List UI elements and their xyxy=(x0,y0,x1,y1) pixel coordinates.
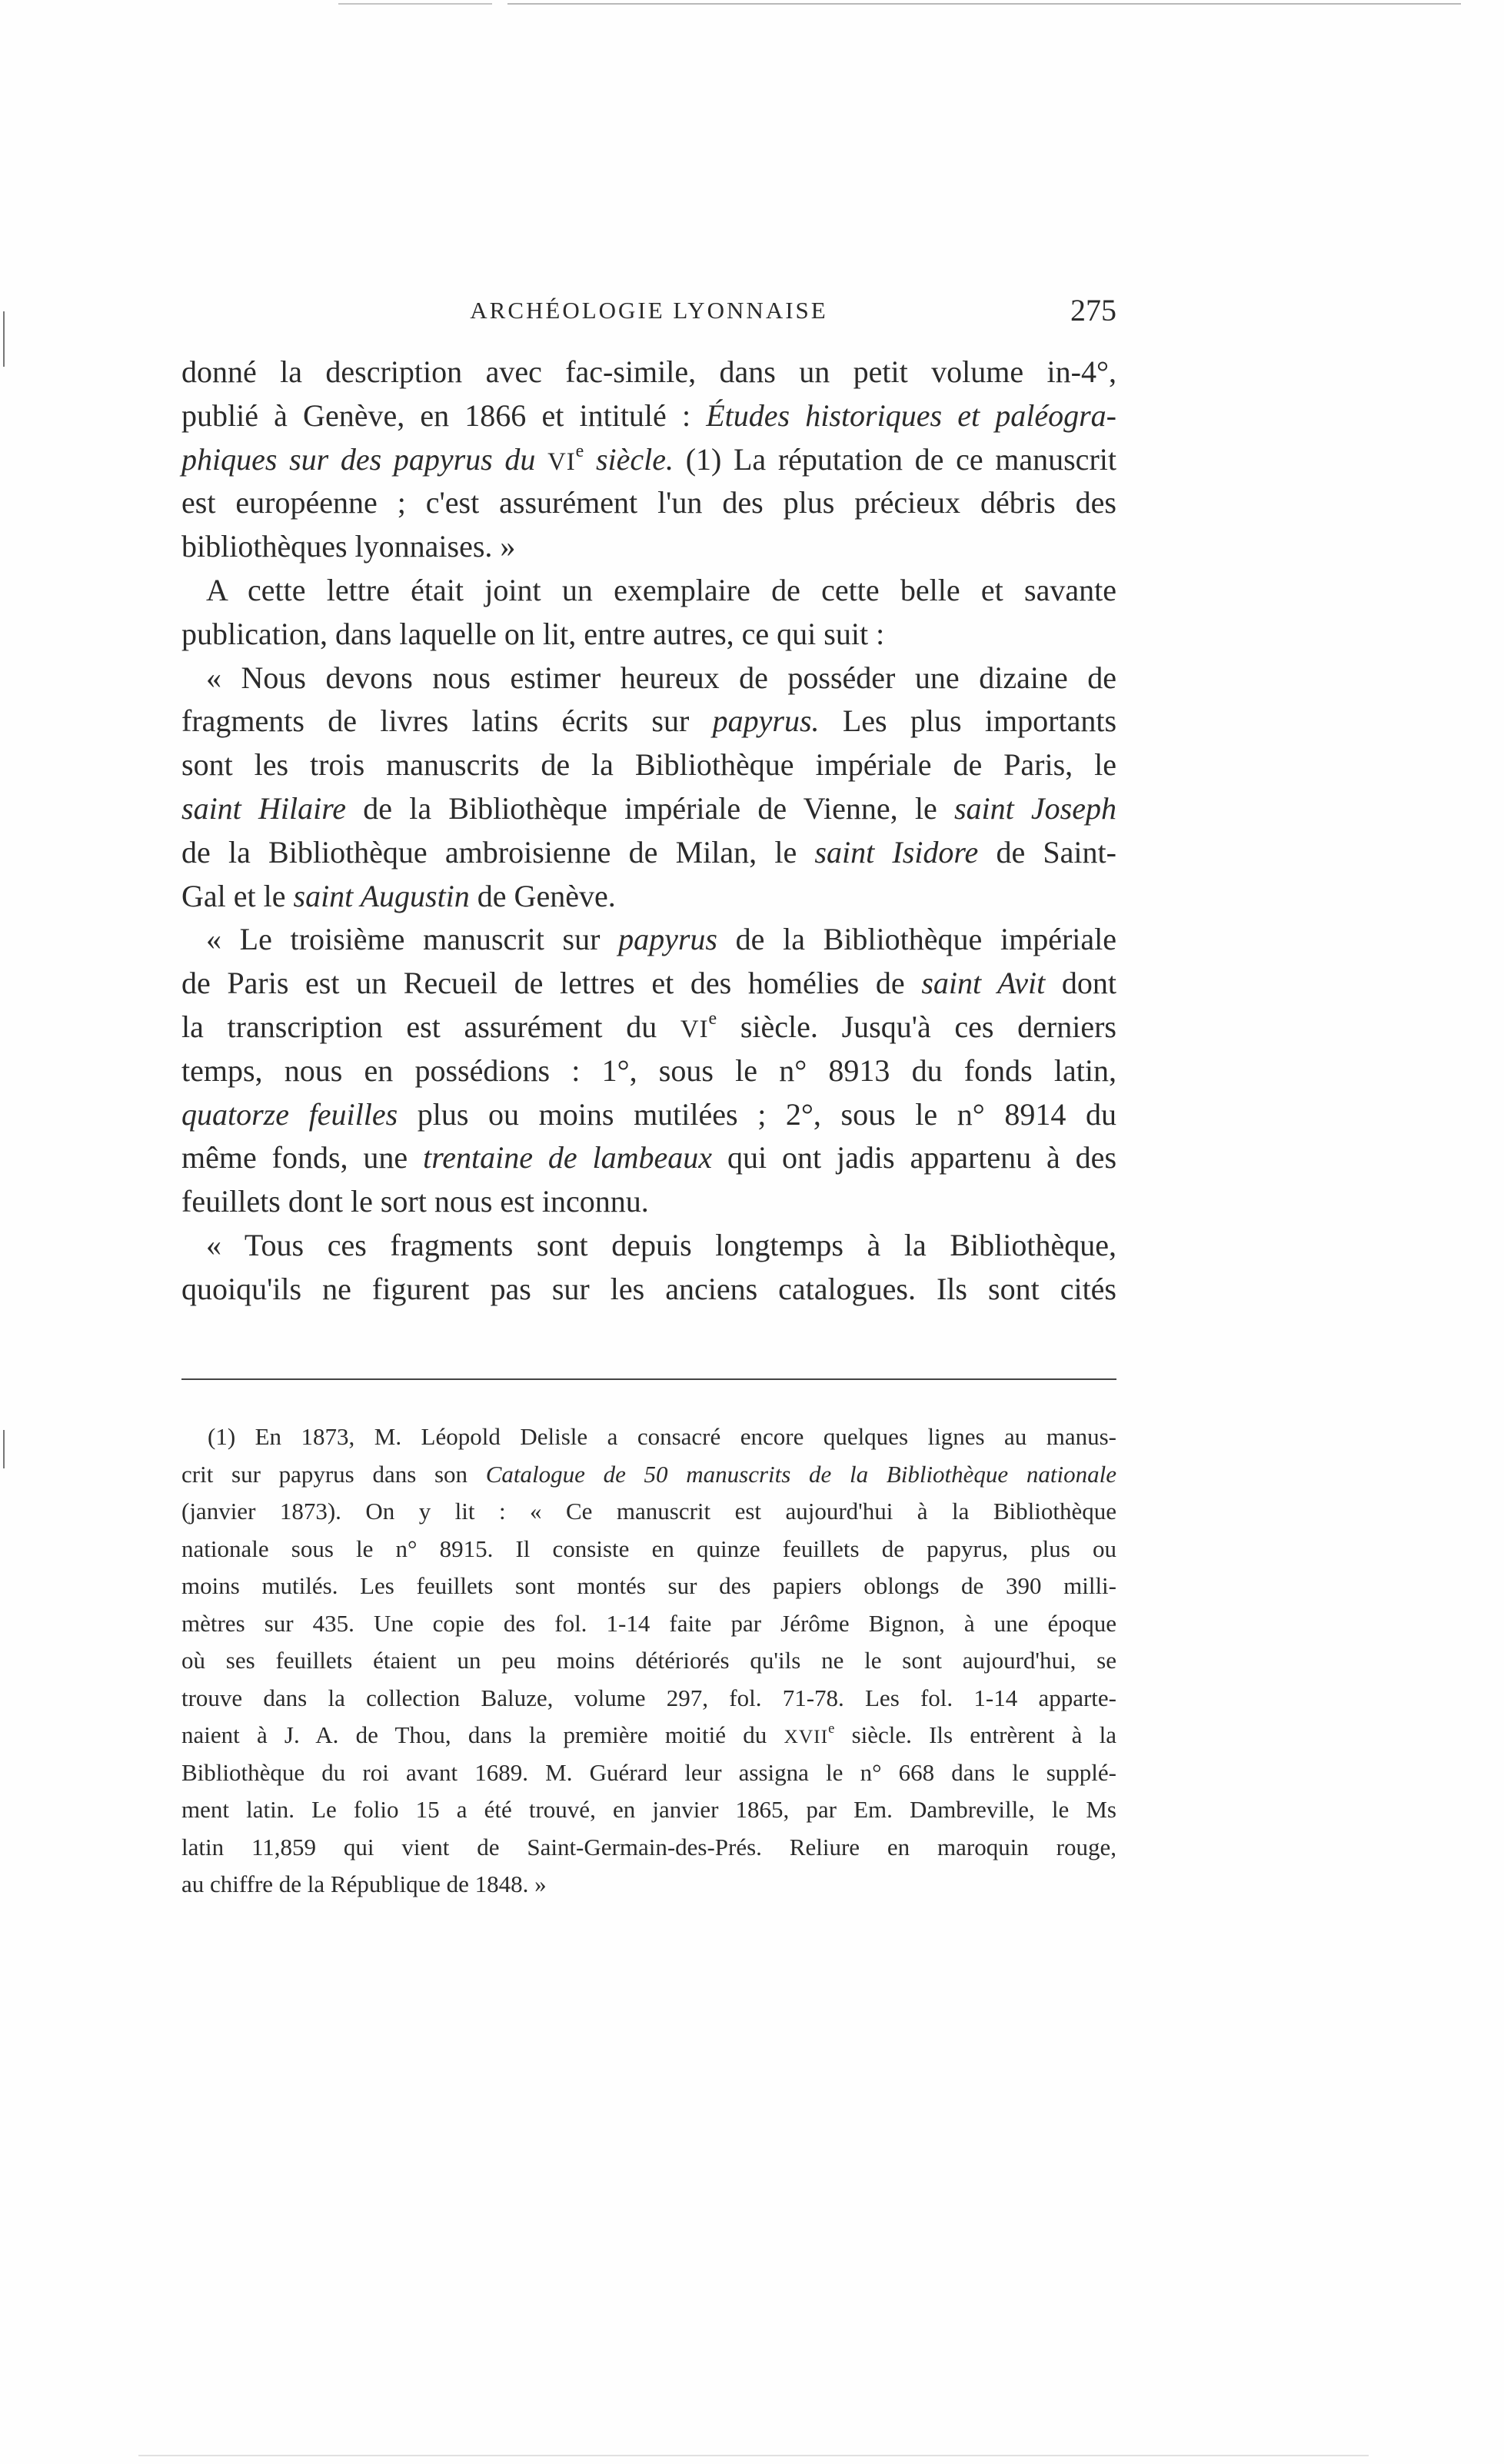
scan-edge-top xyxy=(338,3,492,5)
footnote-line: où ses feuillets étaient un peu moins détériorés qu'ils ne le sont aujourd'hui, se xyxy=(181,1647,1116,1674)
footnote-line: trouve dans la collection Baluze, volume 297, fol. 71-78. Les fol. 1-14 apparte- xyxy=(181,1684,1116,1711)
text-line: de Paris est un Recueil de lettres et des homélies de saint Avit dont xyxy=(181,966,1117,1001)
scan-mark-left xyxy=(3,1430,5,1468)
text-line: saint Hilaire de la Bibliothèque impériale de Vienne, le saint Joseph xyxy=(181,790,1116,826)
text-line: publié à Genève, en 1866 et intitulé : Études historiques et paléogra- xyxy=(181,397,1117,433)
text-line: quoiqu'ils ne figurent pas sur les anciens catalogues. Ils sont cités xyxy=(181,1271,1116,1306)
text-line: quatorze feuilles plus ou moins mutilées ; 2°, sous le n° 8914 du xyxy=(181,1096,1116,1132)
footnote-line: Bibliothèque du roi avant 1689. M. Guérard leur assigna le n° 668 dans le supplé- xyxy=(181,1758,1116,1786)
text-line: temps, nous en possédions : 1°, sous le n° 8913 du fonds latin, xyxy=(181,1052,1116,1088)
footnote-line: au chiffre de la République de 1848. » xyxy=(181,1870,547,1897)
text-line: fragments de livres latins écrits sur papyrus. Les plus importants xyxy=(181,703,1117,739)
text-line: même fonds, une trentaine de lambeaux qui ont jadis appartenu à des xyxy=(181,1140,1117,1175)
footnote-line: latin 11,859 qui vient de Saint-Germain-des-Prés. Reliure en maroquin rouge, xyxy=(181,1833,1116,1860)
text-line: feuillets dont le sort nous est inconnu. xyxy=(181,1184,649,1219)
footnote-line: moins mutilés. Les feuillets sont montés sur des papiers oblongs de 390 milli- xyxy=(181,1572,1116,1599)
text-line: est européenne ; c'est assurément l'un des plus précieux débris des xyxy=(181,485,1116,520)
text-line: « Nous devons nous estimer heureux de posséder une dizaine de xyxy=(206,660,1116,695)
body-text xyxy=(181,351,1116,1312)
footnote-line: naient à J. A. de Thou, dans la première moitié du XVIIe siècle. Ils entrèrent à la xyxy=(181,1720,1116,1748)
text-line: « Tous ces fragments sont depuis longtemps à la Bibliothèque, xyxy=(206,1227,1116,1262)
text-line: donné la description avec fac-simile, dans un petit volume in-4°, xyxy=(181,354,1116,389)
footnote-line: ment latin. Le folio 15 a été trouvé, en janvier 1865, par Em. Dambreville, le Ms xyxy=(181,1796,1116,1823)
page-number: 275 xyxy=(1070,293,1116,328)
text-line: phiques sur des papyrus du VIe siècle. (1) La réputation de ce manuscrit xyxy=(181,441,1116,477)
footnote-line: mètres sur 435. Une copie des fol. 1-14 faite par Jérôme Bignon, à une époque xyxy=(181,1609,1116,1637)
text-line: de la Bibliothèque ambroisienne de Milan, le saint Isidore de Saint- xyxy=(181,834,1116,870)
footnote xyxy=(181,1418,1116,1904)
running-title: ARCHÉOLOGIE LYONNAISE xyxy=(470,297,828,324)
text-line: Gal et le saint Augustin de Genève. xyxy=(181,878,616,913)
text-line: « Le troisième manuscrit sur papyrus de la Bibliothèque impériale xyxy=(206,922,1117,957)
scan-edge-top xyxy=(507,3,1461,5)
text-line: A cette lettre était joint un exemplaire de cette belle et savante xyxy=(206,572,1116,607)
footnote-line: nationale sous le n° 8915. Il consiste en quinze feuillets de papyrus, plus ou xyxy=(181,1535,1116,1562)
text-line: la transcription est assurément du VIe siècle. Jusqu'à ces derniers xyxy=(181,1009,1116,1044)
text-line: sont les trois manuscrits de la Bibliothèque impériale de Paris, le xyxy=(181,747,1116,783)
scan-edge-bottom xyxy=(138,2455,1369,2456)
footnote-line: (janvier 1873). On y lit : « Ce manuscrit est aujourd'hui à la Bibliothèque xyxy=(181,1498,1116,1525)
text-line: bibliothèques lyonnaises. » xyxy=(181,529,516,564)
text-line: publication, dans laquelle on lit, entre autres, ce qui suit : xyxy=(181,616,885,651)
running-head xyxy=(181,292,1116,338)
footnote-line: (1) En 1873, M. Léopold Delisle a consacré encore quelques lignes au manus- xyxy=(208,1423,1116,1450)
scan-mark-left xyxy=(3,311,5,367)
footnote-rule xyxy=(181,1378,1116,1380)
footnote-line: crit sur papyrus dans son Catalogue de 50 manuscrits de la Bibliothèque nationale xyxy=(181,1460,1116,1488)
